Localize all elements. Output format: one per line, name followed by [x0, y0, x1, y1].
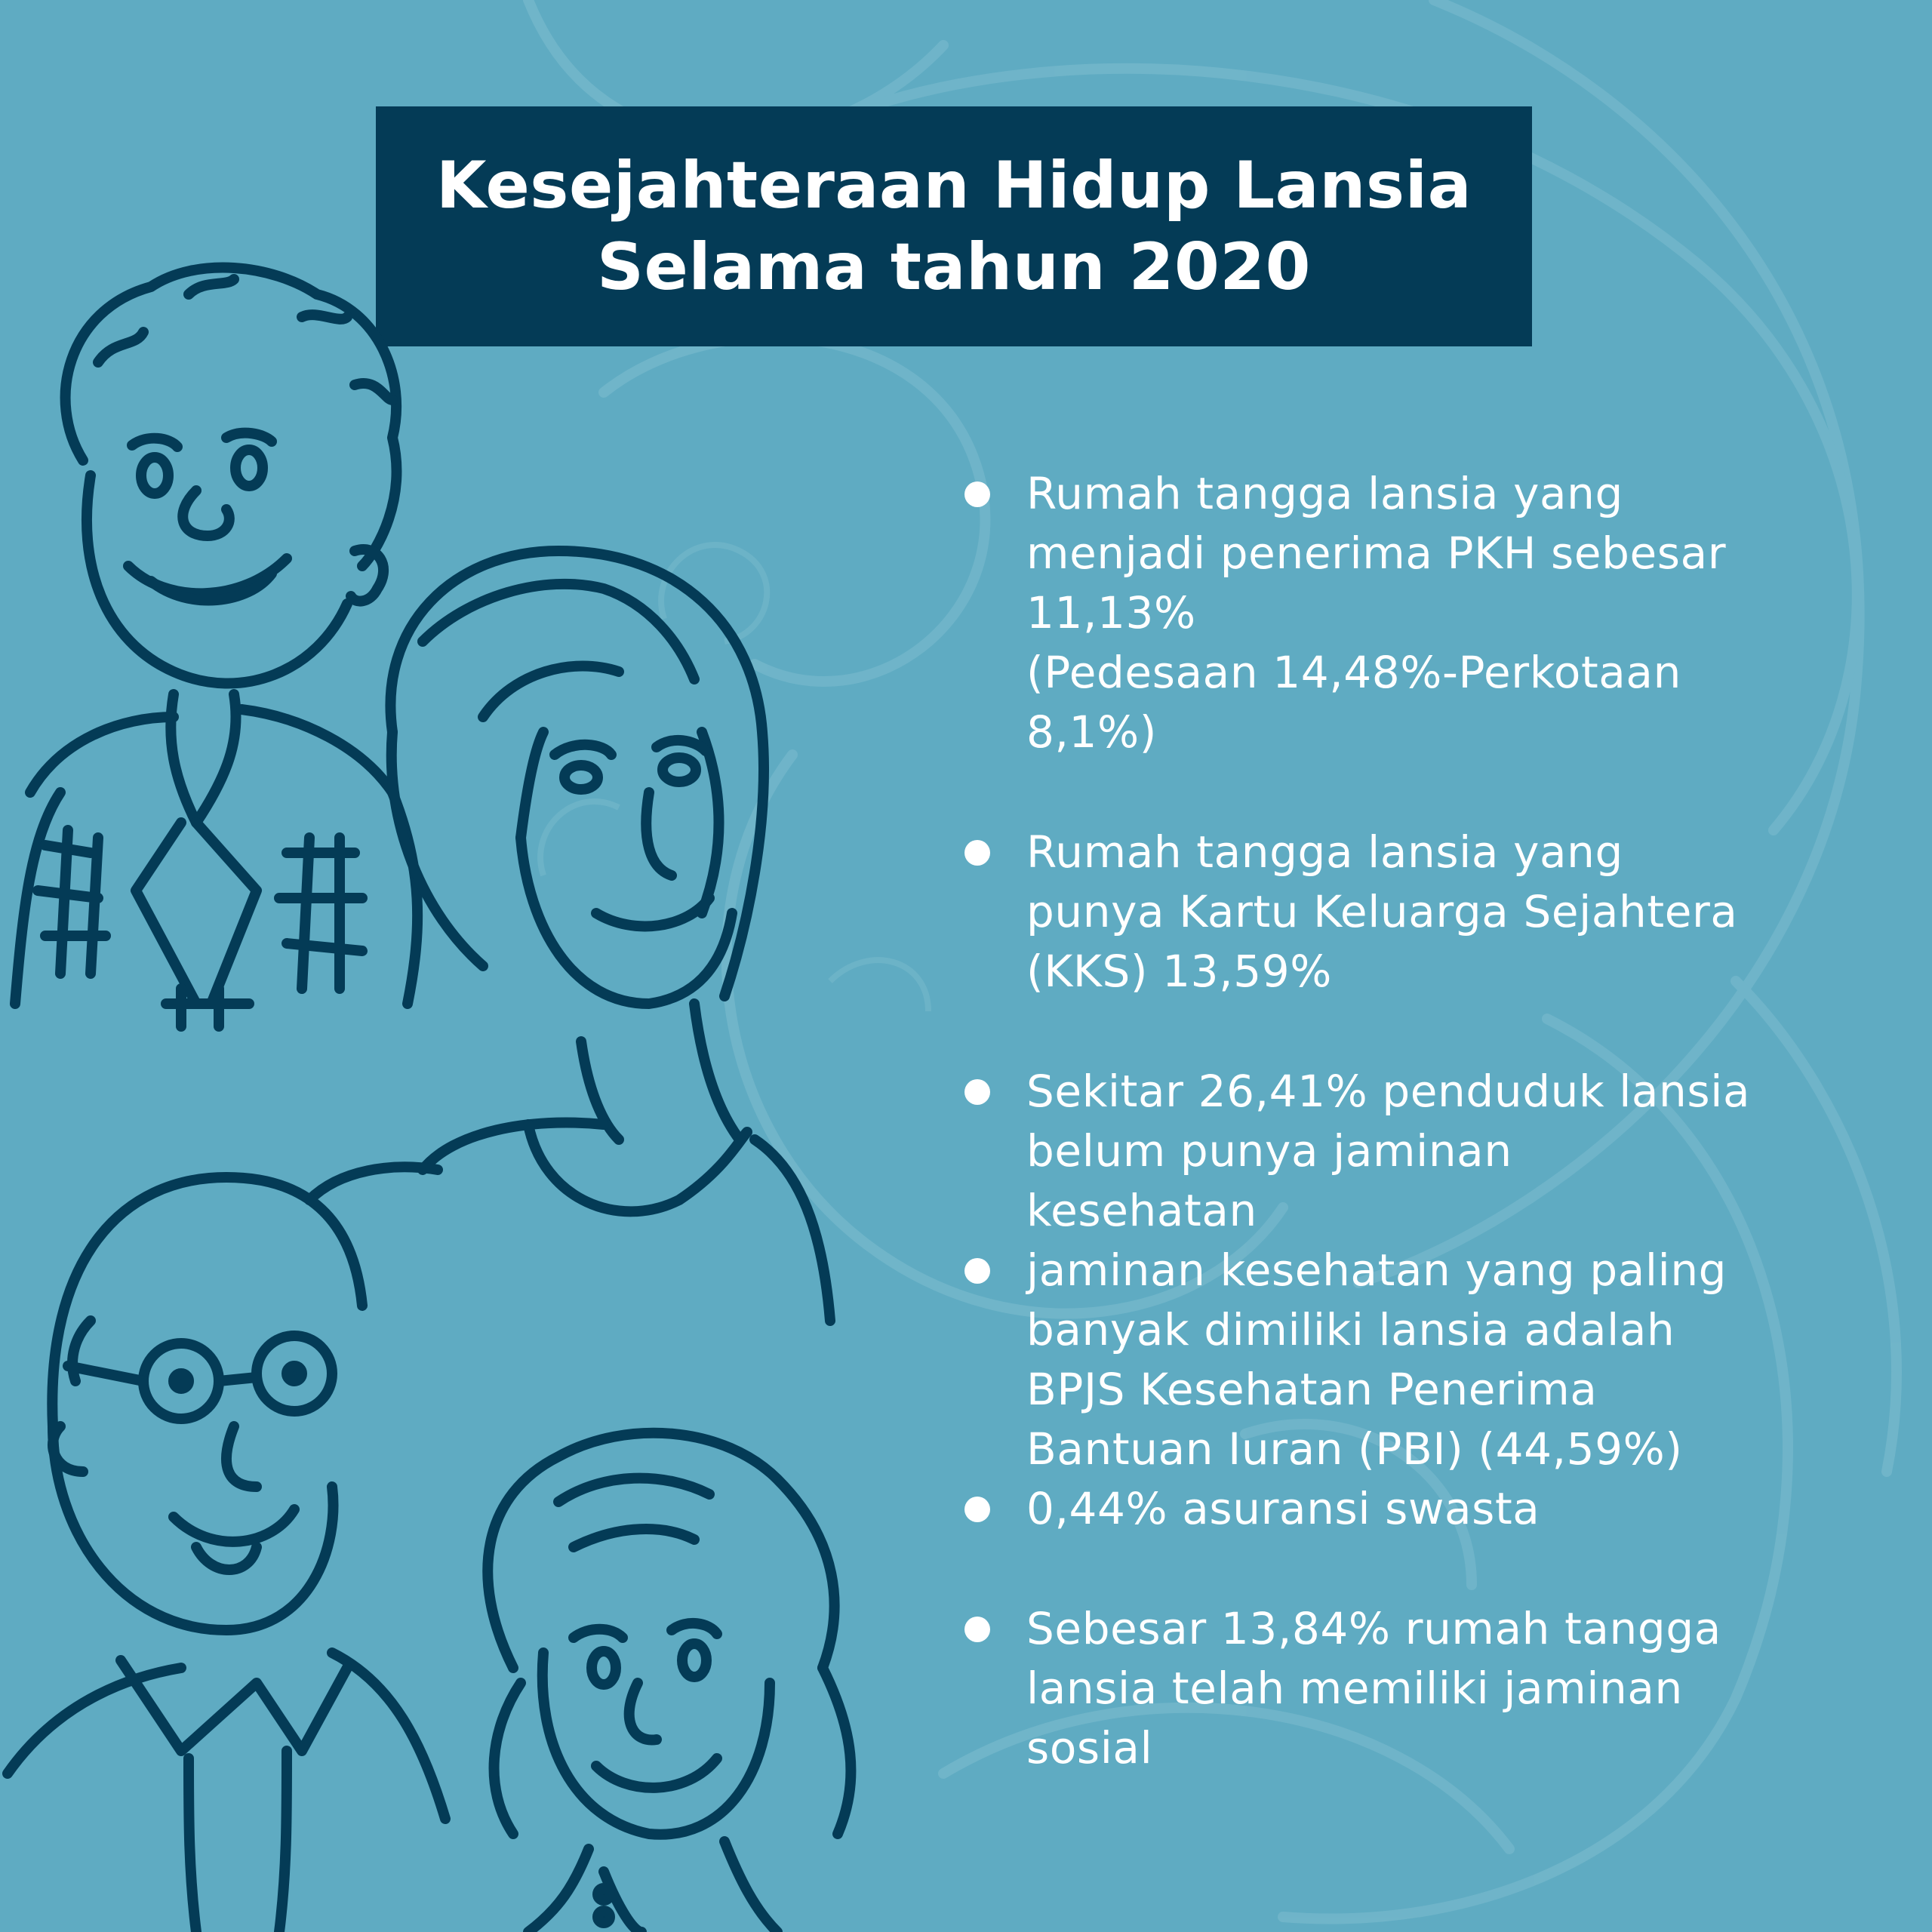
fact-line: belum punya jaminan: [1026, 1125, 1512, 1177]
elderly-people-illustration: [0, 249, 913, 1932]
fact-item-pkh: [958, 464, 1826, 762]
fact-line: Sekitar 26,41% penduduk lansia: [1026, 1066, 1751, 1117]
elderly-woman-curly-hair-icon: [488, 1433, 851, 1932]
fact-item-no-health-insurance: [958, 1062, 1826, 1241]
fact-item-bpjs: [958, 1241, 1826, 1479]
fact-line: banyak dimiliki lansia adalah: [1026, 1304, 1675, 1355]
fact-line: lansia telah memiliki jaminan: [1026, 1663, 1683, 1714]
fact-line: menjadi penerima PKH sebesar: [1026, 528, 1727, 579]
fact-line: Rumah tangga lansia yang: [1026, 468, 1623, 519]
facts-list: [958, 464, 1826, 1778]
fact-line: punya Kartu Keluarga Sejahtera: [1026, 886, 1738, 937]
fact-line: BPJS Kesehatan Penerima: [1026, 1364, 1598, 1415]
fact-line: (KKS) 13,59%: [1026, 946, 1332, 997]
fact-item-kks: [958, 823, 1826, 1001]
fact-line: Bantuan Iuran (PBI) (44,59%): [1026, 1423, 1683, 1475]
fact-line: 11,13%: [1026, 587, 1196, 638]
elderly-man-curly-hair-icon: [15, 268, 417, 1026]
elderly-woman-bob-hair-icon: [309, 551, 830, 1321]
fact-line: sosial: [1026, 1722, 1153, 1774]
bald-man-glasses-icon: [8, 1177, 445, 1932]
fact-line: Sebesar 13,84% rumah tangga: [1026, 1603, 1721, 1654]
fact-line: kesehatan: [1026, 1185, 1257, 1236]
fact-line: 0,44% asuransi swasta: [1026, 1483, 1540, 1534]
bullet-icon: [964, 1497, 990, 1522]
bullet-icon: [964, 1258, 990, 1284]
bullet-icon: [964, 481, 990, 507]
fact-item-social-security: [958, 1599, 1826, 1778]
fact-line: 8,1%): [1026, 706, 1157, 758]
bullet-icon: [964, 840, 990, 866]
fact-line: jaminan kesehatan yang paling: [1026, 1244, 1727, 1296]
page-title-line-2: Selama tahun 2020: [597, 229, 1311, 305]
bullet-icon: [964, 1079, 990, 1105]
page-title-line-1: Kesejahteraan Hidup Lansia: [435, 148, 1472, 223]
fact-line: (Pedesaan 14,48%-Perkotaan: [1026, 647, 1681, 698]
fact-item-private-insurance: [958, 1479, 1826, 1539]
bullet-icon: [964, 1617, 990, 1642]
fact-line: Rumah tangga lansia yang: [1026, 826, 1623, 878]
